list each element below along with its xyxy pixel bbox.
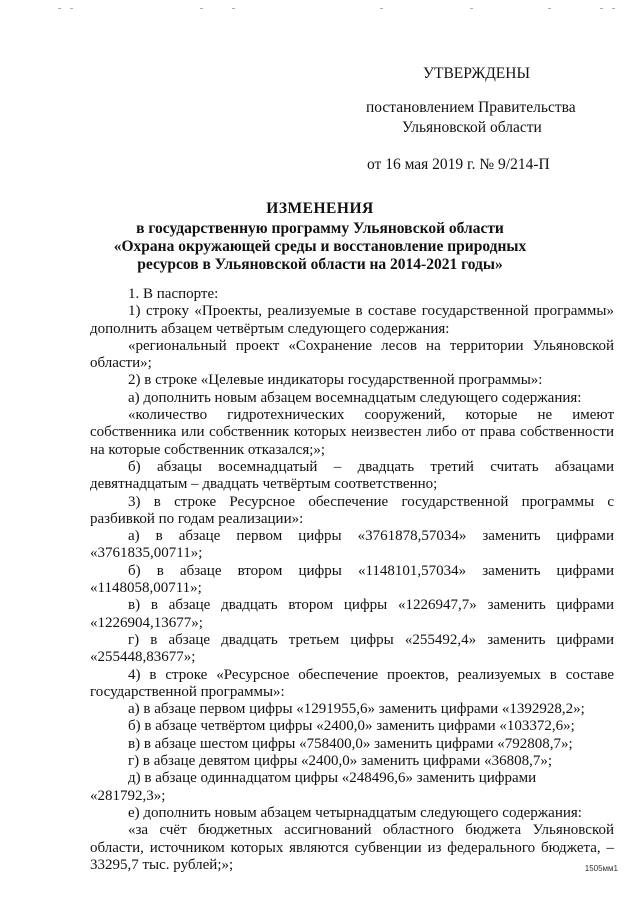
scan-artifact-dots <box>0 8 640 12</box>
document-body <box>90 286 614 874</box>
paragraph: 3) в строке Ресурсное обеспечение государственной программы с разбивкой по годам реализации»: <box>90 493 614 527</box>
document-title: ИЗМЕНЕНИЯ <box>266 200 374 217</box>
paragraph: б) в абзаце втором цифры «1148101,57034» заменить цифрами «1148058,00711»; <box>90 562 614 597</box>
paragraph: д) в абзаце одиннадцатом цифры «248496,6» заменить цифрами «281792,3»; <box>90 770 537 804</box>
paragraph: 4) в строке «Ресурсное обеспечение проектов, реализуемых в составе государственной программы»: <box>90 666 614 700</box>
paragraph: а) в абзаце первом цифры «3761878,57034» заменить цифрами «3761835,00711»; <box>90 528 614 562</box>
paragraph: 1. В паспорте: <box>128 286 219 302</box>
approval-line-2: Ульяновской области <box>402 119 542 136</box>
paragraph: 1) строку «Проекты, реализуемые в составе государственной программы» дополнить абзацем четвёртым следующего содержания: <box>90 303 614 337</box>
paragraph: е) дополнить новым абзацем четырнадцатым следующего содержания: <box>128 804 582 821</box>
document-subtitle-line-2: «Охрана окружающей среды и восстановление природных <box>113 238 527 255</box>
paragraph: г) в абзаце двадцать третьем цифры «255492,4» заменить цифрами «255448,83677»; <box>90 631 614 666</box>
footer-code: 1505мм1 <box>584 864 618 873</box>
paragraph: а) в абзаце первом цифры «1291955,6» заменить цифрами «1392928,2»; <box>128 701 585 718</box>
paragraph: в) в абзаце двадцать втором цифры «1226947,7» заменить цифрами «1226904,13677»; <box>90 597 614 631</box>
paragraph: в) в абзаце шестом цифры «758400,0» заменить цифрами «792808,7»; <box>128 735 573 752</box>
paragraph: «региональный проект «Сохранение лесов на территории Ульяновской области»; <box>90 337 614 372</box>
approval-line-1: постановлением Правительства <box>366 99 576 116</box>
document-subtitle-line-3: ресурсов в Ульяновской области на 2014-2021 годы» <box>137 256 503 273</box>
paragraph: а) дополнить новым абзацем восемнадцатым следующего содержания: <box>128 389 582 406</box>
approval-title: УТВЕРЖДЕНЫ <box>423 65 530 82</box>
paragraph: б) абзацы восемнадцатый – двадцать третий считать абзацами девятнадцатым – двадцать четвёртым соответственно; <box>90 458 614 493</box>
paragraph: «за счёт бюджетных ассигнований областного бюджета Ульяновской области, источником которых являются субвенции из федерального бюджета, – 33295,7 тыс. рублей;»; <box>90 822 614 873</box>
document-subtitle-line-1: в государственную программу Ульяновской области <box>136 220 504 237</box>
paragraph: г) в абзаце девятом цифры «2400,0» заменить цифрами «36808,7»; <box>128 753 553 770</box>
paragraph: б) в абзаце четвёртом цифры «2400,0» заменить цифрами «103372,6»; <box>128 718 575 735</box>
paragraph: 2) в строке «Целевые индикаторы государственной программы»: <box>128 372 543 389</box>
paragraph: «количество гидротехнических сооружений, которые не имеют собственника или собственник которых неизвестен либо от права собственности на которые собственник отказался;»; <box>90 407 614 458</box>
approval-date: от 16 мая 2019 г. № 9/214-П <box>367 156 550 173</box>
